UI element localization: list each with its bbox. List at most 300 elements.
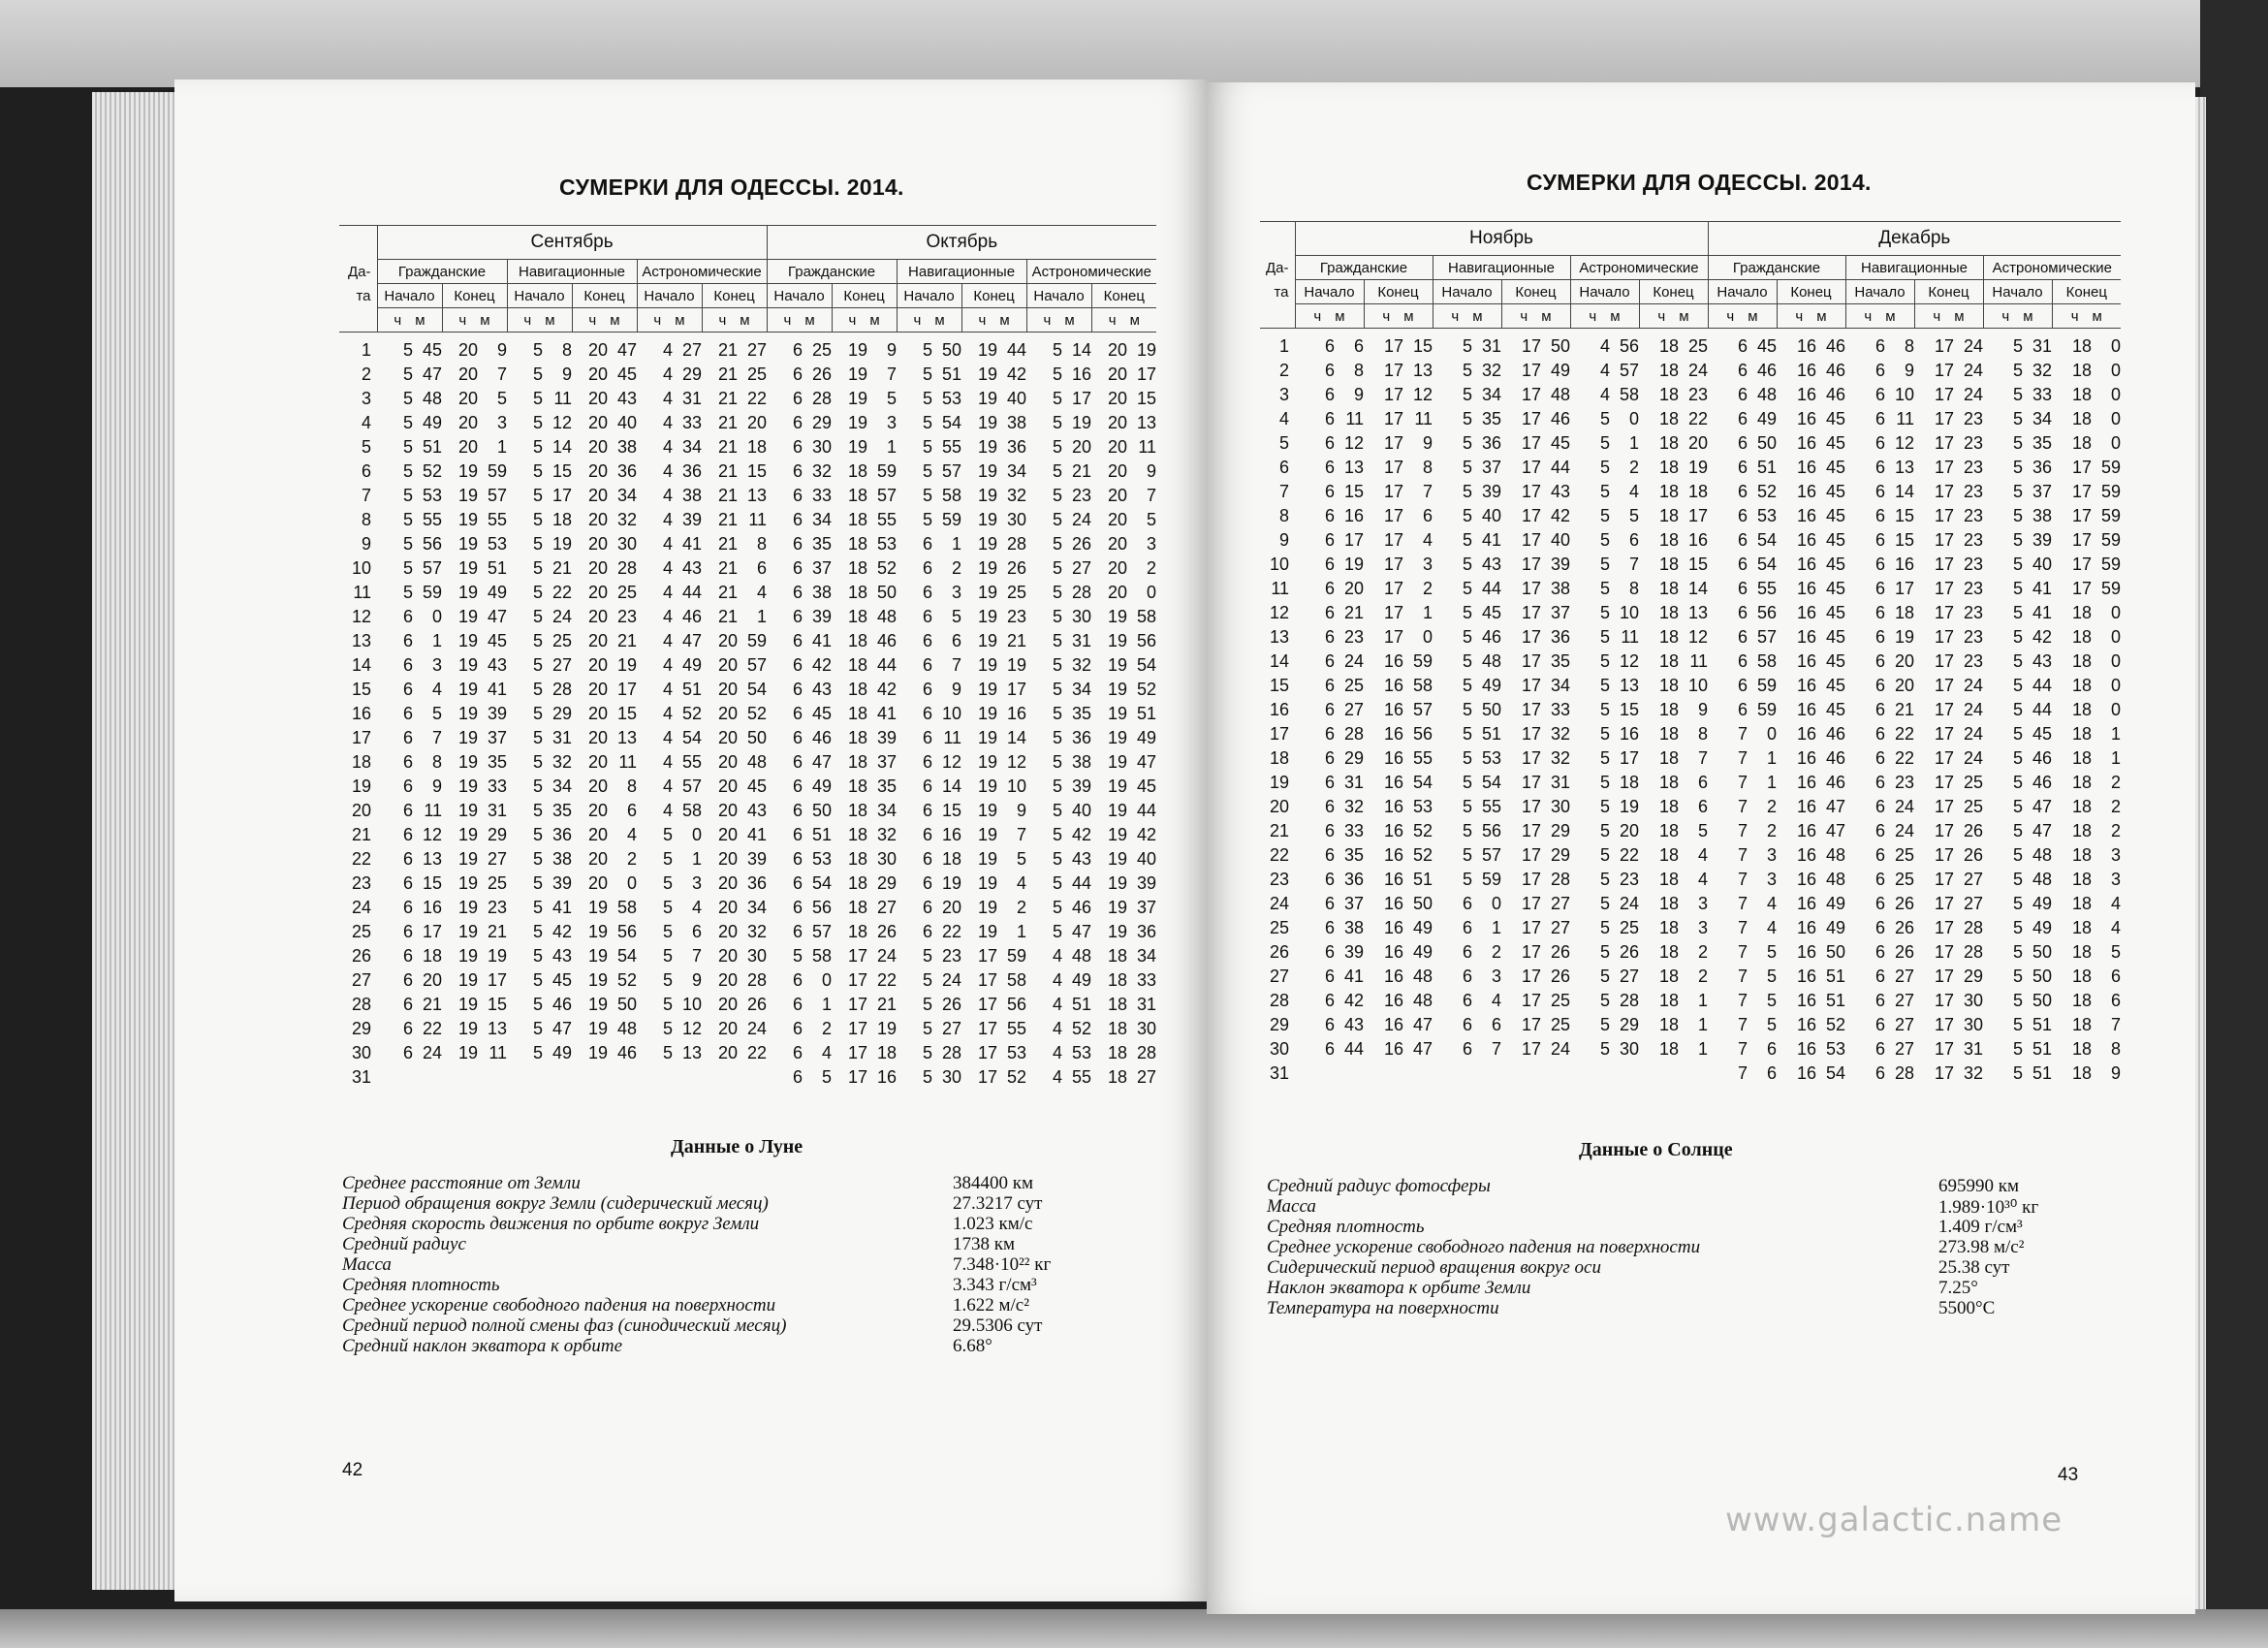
- table-row: [339, 484, 1156, 508]
- hours-value: 5: [662, 898, 673, 917]
- minutes-value: 7: [1422, 482, 1433, 501]
- minutes-value: 18: [1894, 603, 1914, 622]
- time-cell: [572, 799, 637, 823]
- time-cell: [1570, 650, 1639, 674]
- fact-value: 7.348·10²² кг: [953, 1254, 1052, 1275]
- time-cell: [832, 678, 897, 702]
- hours-value: 19: [457, 801, 478, 820]
- time-cell: [1708, 431, 1777, 456]
- time-cell: [897, 484, 961, 508]
- hours-value: 6: [923, 558, 933, 578]
- time-cell: [1914, 504, 1983, 528]
- hours-value: 16: [1796, 603, 1816, 622]
- hours-value: 6: [1462, 894, 1472, 913]
- hours-value: 16: [1796, 336, 1816, 356]
- time-cell: [1364, 359, 1433, 383]
- hm-header: [1570, 304, 1639, 329]
- minutes-value: 20: [1072, 437, 1092, 457]
- time-cell: [1295, 1013, 1364, 1037]
- time-cell: [1914, 625, 1983, 650]
- minutes-value: 11: [1414, 409, 1433, 428]
- minutes-value: 23: [1963, 530, 1983, 550]
- minutes-value: 2: [952, 558, 962, 578]
- minutes-value: 21: [1072, 461, 1092, 481]
- hours-value: 6: [793, 655, 803, 675]
- minutes-value: 31: [1963, 1039, 1983, 1059]
- time-cell: [572, 508, 637, 532]
- time-cell: [1708, 819, 1777, 843]
- minutes-value: 14: [551, 437, 572, 457]
- time-cell: [637, 823, 702, 847]
- time-cell: [1983, 771, 2052, 795]
- time-cell: [377, 629, 442, 653]
- date-cell: 1: [1278, 336, 1289, 356]
- minutes-value: 23: [1963, 579, 1983, 598]
- time-cell: [1091, 605, 1156, 629]
- time-cell: [1914, 916, 1983, 940]
- hours-value: 19: [1108, 922, 1128, 941]
- minutes-value: 24: [1550, 1039, 1570, 1059]
- hours-value: 5: [1462, 748, 1472, 768]
- time-cell: [897, 653, 961, 678]
- time-cell: [1639, 965, 1708, 989]
- hours-value: 19: [978, 437, 998, 457]
- time-cell: [2052, 674, 2121, 698]
- twilight-type-header: Астрономические: [1570, 256, 1708, 280]
- hours-value: 17: [1521, 967, 1541, 986]
- minutes-value: 47: [1137, 752, 1157, 772]
- minutes-value: 26: [812, 364, 833, 384]
- time-cell: [507, 1065, 572, 1090]
- hours-value: 6: [793, 849, 803, 869]
- hours-value: 17: [848, 970, 868, 990]
- time-cell: [1364, 771, 1433, 795]
- hours-value: 7: [1737, 894, 1748, 913]
- time-cell: [2052, 965, 2121, 989]
- minutes-value: 33: [1343, 821, 1364, 840]
- time-cell: [1433, 940, 1501, 965]
- minutes-value: 13: [487, 1019, 507, 1038]
- time-cell: [1639, 329, 1708, 360]
- time-cell: [1983, 795, 2052, 819]
- hours-value: 18: [2072, 676, 2093, 695]
- minutes-value: 58: [1412, 676, 1433, 695]
- time-cell: [1501, 553, 1570, 577]
- minutes-value: 48: [2032, 845, 2052, 865]
- date-cell: 9: [1278, 530, 1289, 550]
- hours-value: 17: [1521, 433, 1541, 453]
- time-cell: [442, 920, 507, 944]
- hours-value: 17: [1521, 870, 1541, 889]
- time-cell: [702, 508, 767, 532]
- time-cell: [1914, 407, 1983, 431]
- time-cell: [1708, 722, 1777, 746]
- time-cell: [1295, 1062, 1364, 1086]
- time-cell: [1433, 965, 1501, 989]
- time-cell: [507, 750, 572, 775]
- hours-value: 6: [923, 898, 933, 917]
- time-cell: [2052, 601, 2121, 625]
- hours-value: 5: [402, 486, 413, 505]
- minutes-value: 49: [487, 583, 507, 602]
- hours-value: 17: [1521, 918, 1541, 937]
- time-cell: [1914, 1037, 1983, 1062]
- minutes-value: 30: [1072, 607, 1092, 626]
- hours-value: 6: [1874, 482, 1885, 501]
- hours-value: 16: [1383, 967, 1403, 986]
- time-cell: [572, 872, 637, 896]
- hours-value: 17: [1934, 627, 1954, 647]
- minutes-value: 41: [551, 898, 572, 917]
- hours-value: 5: [402, 437, 413, 457]
- minutes-value: 2: [1017, 898, 1027, 917]
- hours-value: 6: [1874, 506, 1885, 525]
- hours-label: ч: [783, 311, 792, 329]
- hours-value: 18: [2072, 991, 2093, 1010]
- minutes-value: 52: [1412, 845, 1433, 865]
- time-cell: [1433, 407, 1501, 431]
- minutes-value: 30: [1550, 797, 1570, 816]
- minutes-value: 3: [887, 413, 898, 432]
- start-header: Начало: [767, 284, 832, 308]
- time-cell: [1983, 819, 2052, 843]
- hours-value: 5: [2012, 748, 2023, 768]
- minutes-value: 55: [1007, 1019, 1027, 1038]
- sun-facts: [1267, 1176, 2139, 1318]
- minutes-value: 15: [942, 801, 962, 820]
- hours-value: 4: [662, 631, 673, 650]
- month-header: Сентябрь: [377, 226, 767, 260]
- table-row: [339, 333, 1156, 364]
- minutes-value: 29: [877, 873, 898, 893]
- minutes-value: 52: [1756, 482, 1777, 501]
- time-cell: [702, 920, 767, 944]
- time-cell: [1777, 892, 1845, 916]
- minutes-value: 24: [1619, 894, 1639, 913]
- minutes-value: 20: [1343, 579, 1364, 598]
- time-cell: [1026, 460, 1091, 484]
- minutes-value: 55: [1756, 579, 1777, 598]
- time-cell: [2052, 771, 2121, 795]
- minutes-value: 36: [551, 825, 572, 844]
- minutes-label: м: [999, 311, 1010, 329]
- hours-value: 5: [1053, 583, 1063, 602]
- time-cell: [2052, 868, 2121, 892]
- time-cell: [507, 920, 572, 944]
- time-cell: [1433, 746, 1501, 771]
- time-cell: [702, 460, 767, 484]
- hours-value: 6: [1737, 385, 1748, 404]
- hours-value: 6: [793, 510, 803, 529]
- hours-value: 6: [1324, 797, 1335, 816]
- minutes-value: 36: [1550, 627, 1570, 647]
- fact-value: 1.622 м/с²: [953, 1295, 1029, 1315]
- minutes-value: 44: [1343, 1039, 1364, 1059]
- minutes-value: 17: [1619, 748, 1639, 768]
- hours-value: 19: [978, 680, 998, 699]
- time-cell: [572, 484, 637, 508]
- minutes-value: 0: [626, 873, 637, 893]
- hours-value: 4: [662, 776, 673, 796]
- hours-value: 6: [1324, 361, 1335, 380]
- minutes-value: 59: [2101, 458, 2122, 477]
- minutes-value: 58: [942, 486, 962, 505]
- time-cell: [1501, 625, 1570, 650]
- minutes-value: 11: [1621, 627, 1639, 647]
- hours-value: 5: [532, 534, 543, 554]
- hours-value: 16: [1383, 724, 1403, 744]
- hours-value: 17: [1521, 555, 1541, 574]
- minutes-value: 22: [1619, 845, 1639, 865]
- minutes-value: 35: [551, 801, 572, 820]
- hours-value: 5: [532, 680, 543, 699]
- time-cell: [897, 1065, 961, 1090]
- fact-row: [342, 1214, 1185, 1234]
- minutes-value: 57: [1481, 845, 1501, 865]
- hours-label: ч: [1795, 307, 1804, 325]
- hours-value: 6: [402, 655, 413, 675]
- time-cell: [1639, 771, 1708, 795]
- hours-value: 4: [662, 413, 673, 432]
- date-cell: 13: [1269, 627, 1289, 647]
- minutes-value: 13: [1137, 413, 1157, 432]
- time-cell: [1364, 553, 1433, 577]
- hours-value: 20: [718, 728, 739, 747]
- minutes-value: 32: [616, 510, 637, 529]
- table-row: [1260, 528, 2121, 553]
- minutes-value: 36: [1343, 870, 1364, 889]
- time-cell: [377, 1041, 442, 1065]
- hours-value: 7: [1737, 821, 1748, 840]
- time-cell: [1777, 625, 1845, 650]
- minutes-value: 7: [1147, 486, 1157, 505]
- hours-value: 17: [1934, 1015, 1954, 1034]
- hours-value: 6: [1324, 506, 1335, 525]
- hours-value: 6: [793, 801, 803, 820]
- minutes-value: 4: [1766, 894, 1777, 913]
- minutes-value: 46: [812, 728, 833, 747]
- minutes-value: 49: [2032, 918, 2052, 937]
- hours-value: 6: [1324, 748, 1335, 768]
- hours-value: 21: [718, 583, 739, 602]
- table-row: [1260, 868, 2121, 892]
- time-cell: [1501, 528, 1570, 553]
- table-row: [1260, 843, 2121, 868]
- hours-value: 5: [1462, 458, 1472, 477]
- hours-value: 5: [532, 631, 543, 650]
- minutes-value: 20: [1894, 676, 1914, 695]
- time-cell: [1364, 940, 1433, 965]
- date-cell: 1: [361, 340, 371, 360]
- time-cell: [2052, 456, 2121, 480]
- hours-value: 6: [1324, 433, 1335, 453]
- time-cell: [1091, 896, 1156, 920]
- time-cell: [1364, 456, 1433, 480]
- hours-value: 6: [923, 922, 933, 941]
- hours-value: 5: [1462, 724, 1472, 744]
- time-cell: [1983, 1062, 2052, 1086]
- minutes-value: 23: [1963, 603, 1983, 622]
- hours-value: 17: [848, 995, 868, 1014]
- minutes-value: 55: [487, 510, 507, 529]
- time-cell: [1777, 359, 1845, 383]
- hours-value: 19: [1108, 801, 1128, 820]
- hours-value: 6: [793, 873, 803, 893]
- time-cell: [1639, 504, 1708, 528]
- hours-value: 5: [1599, 458, 1610, 477]
- start-header: Начало: [1845, 280, 1914, 304]
- minutes-value: 8: [1353, 361, 1364, 380]
- time-cell: [1914, 553, 1983, 577]
- minutes-value: 32: [1481, 361, 1501, 380]
- hours-value: 17: [1521, 361, 1541, 380]
- time-cell: [767, 968, 832, 993]
- date-cell: 18: [351, 752, 371, 772]
- hours-value: 5: [662, 1019, 673, 1038]
- minutes-value: 18: [551, 510, 572, 529]
- time-cell: [702, 532, 767, 556]
- date-cell: 28: [1269, 991, 1289, 1010]
- minutes-value: 45: [1137, 776, 1157, 796]
- time-cell: [442, 387, 507, 411]
- time-cell: [1091, 460, 1156, 484]
- time-cell: [377, 775, 442, 799]
- time-cell: [961, 532, 1026, 556]
- minutes-value: 8: [561, 340, 572, 360]
- time-cell: [897, 387, 961, 411]
- time-cell: [832, 799, 897, 823]
- hours-value: 5: [532, 801, 543, 820]
- time-cell: [377, 508, 442, 532]
- table-row: [1260, 746, 2121, 771]
- hours-value: 18: [1108, 1019, 1128, 1038]
- hours-value: 5: [1053, 704, 1063, 723]
- minutes-value: 58: [1756, 651, 1777, 671]
- minutes-value: 50: [2032, 942, 2052, 962]
- date-cell: 31: [351, 1067, 371, 1087]
- minutes-value: 5: [1766, 1015, 1777, 1034]
- time-cell: [377, 435, 442, 460]
- table-row: [1260, 577, 2121, 601]
- time-cell: [1433, 868, 1501, 892]
- hours-value: 17: [1934, 676, 1954, 695]
- time-cell: [1777, 722, 1845, 746]
- hours-value: 19: [978, 728, 998, 747]
- hours-value: 6: [1874, 724, 1885, 744]
- hours-value: 5: [532, 364, 543, 384]
- hours-value: 20: [1108, 510, 1128, 529]
- fact-label: Средняя плотность: [342, 1275, 500, 1295]
- hours-value: 6: [1737, 506, 1748, 525]
- hours-label: ч: [1043, 311, 1052, 329]
- time-cell: [1845, 819, 1914, 843]
- minutes-value: 25: [487, 873, 507, 893]
- hours-value: 6: [1324, 942, 1335, 962]
- minutes-value: 53: [942, 389, 962, 408]
- hours-value: 6: [793, 995, 803, 1014]
- minutes-value: 47: [812, 752, 833, 772]
- minutes-value: 13: [422, 849, 442, 869]
- minutes-value: 16: [1072, 364, 1092, 384]
- time-cell: [897, 508, 961, 532]
- minutes-value: 22: [747, 1043, 768, 1062]
- time-cell: [1845, 916, 1914, 940]
- minutes-value: 15: [1619, 700, 1639, 719]
- hours-value: 5: [1599, 700, 1610, 719]
- minutes-value: 20: [747, 413, 768, 432]
- time-cell: [507, 847, 572, 872]
- fact-value: 5500°С: [1938, 1298, 1996, 1318]
- time-cell: [1708, 650, 1777, 674]
- hours-value: 16: [1796, 967, 1816, 986]
- time-cell: [1708, 359, 1777, 383]
- hours-label: ч: [1657, 307, 1666, 325]
- minutes-value: 24: [1687, 361, 1708, 380]
- hours-value: 5: [532, 413, 543, 432]
- date-cell: 26: [351, 946, 371, 966]
- time-cell: [1983, 843, 2052, 868]
- time-cell: [1026, 750, 1091, 775]
- time-cell: [1639, 528, 1708, 553]
- time-cell: [1777, 674, 1845, 698]
- hours-value: 17: [848, 1043, 868, 1062]
- minutes-value: 45: [1825, 530, 1845, 550]
- time-cell: [377, 726, 442, 750]
- minutes-value: 43: [616, 389, 637, 408]
- hours-value: 5: [532, 849, 543, 869]
- minutes-value: 30: [1963, 1015, 1983, 1034]
- table-row: [1260, 601, 2121, 625]
- hours-value: 6: [1324, 458, 1335, 477]
- time-cell: [442, 726, 507, 750]
- minutes-value: 17: [551, 486, 572, 505]
- minutes-value: 7: [2111, 1015, 2122, 1034]
- hours-value: 18: [848, 776, 868, 796]
- time-cell: [1026, 847, 1091, 872]
- time-cell: [637, 435, 702, 460]
- time-cell: [897, 532, 961, 556]
- minutes-value: 55: [942, 437, 962, 457]
- hours-label: ч: [458, 311, 467, 329]
- time-cell: [1570, 868, 1639, 892]
- hours-value: 5: [1462, 482, 1472, 501]
- time-cell: [1501, 504, 1570, 528]
- minutes-value: 54: [616, 946, 637, 966]
- minutes-value: 32: [812, 461, 833, 481]
- hours-value: 6: [1874, 385, 1885, 404]
- hours-value: 20: [1108, 389, 1128, 408]
- minutes-value: 34: [681, 437, 702, 457]
- time-cell: [1570, 892, 1639, 916]
- time-cell: [377, 1017, 442, 1041]
- time-cell: [767, 799, 832, 823]
- hours-value: 5: [1599, 1039, 1610, 1059]
- hours-value: 17: [1521, 748, 1541, 768]
- time-cell: [1914, 965, 1983, 989]
- hours-value: 6: [923, 825, 933, 844]
- time-cell: [767, 1017, 832, 1041]
- hours-label: ч: [1589, 307, 1597, 325]
- fact-label: Масса: [342, 1254, 392, 1275]
- minutes-value: 0: [2111, 361, 2122, 380]
- hours-value: 16: [1796, 361, 1816, 380]
- minutes-value: 39: [551, 873, 572, 893]
- minutes-value: 47: [1072, 922, 1092, 941]
- minutes-value: 17: [1894, 579, 1914, 598]
- time-cell: [637, 750, 702, 775]
- minutes-value: 9: [691, 970, 702, 990]
- minutes-value: 19: [1894, 627, 1914, 647]
